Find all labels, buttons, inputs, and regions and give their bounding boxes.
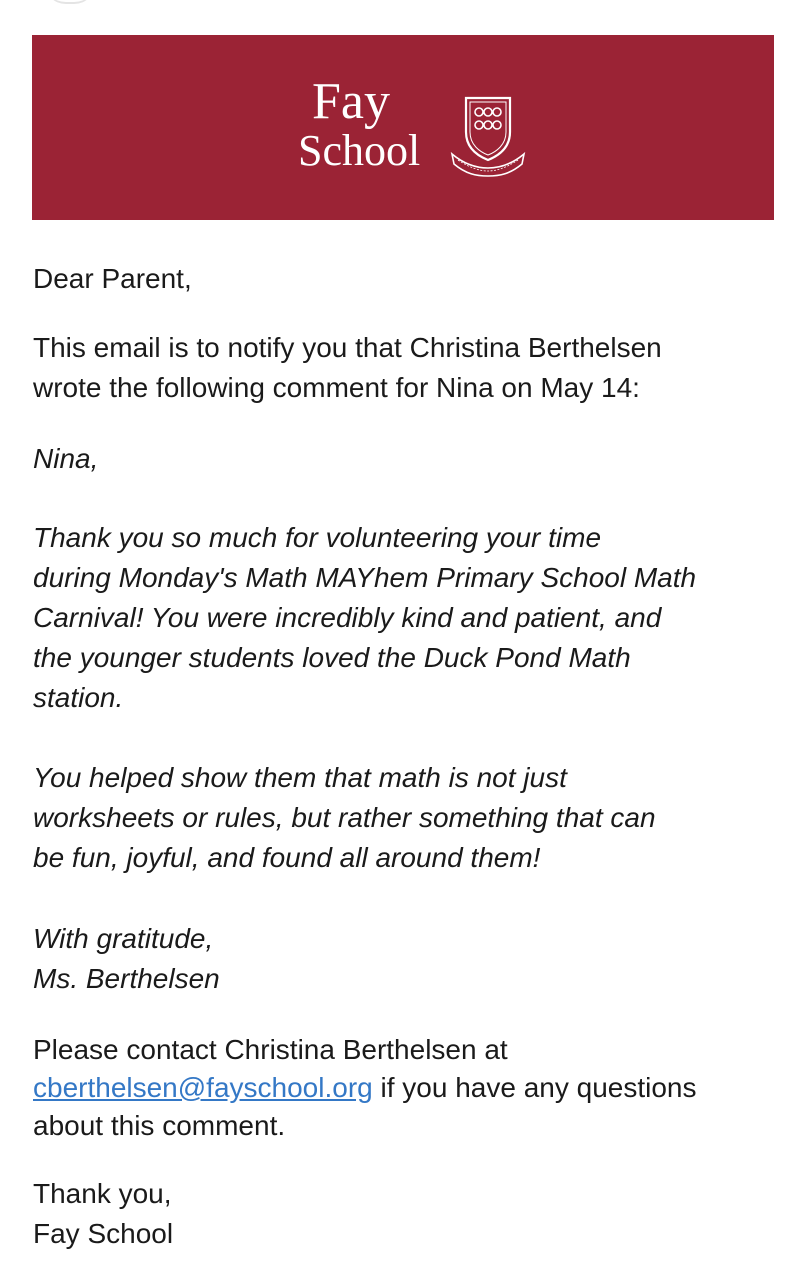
scroll-edge-decoration xyxy=(44,0,96,4)
comment-signoff: With gratitude, Ms. Berthelsen xyxy=(33,923,220,994)
closing: Thank you, Fay School xyxy=(33,1178,174,1249)
greeting: Dear Parent, xyxy=(33,263,192,294)
logo-word-school: School xyxy=(298,126,421,175)
contact-suffix: if you have any questions xyxy=(372,1072,697,1103)
comment-paragraph-1: Thank you so much for volunteering your time during Monday's Math MAYhem Primary School Math Carnival! You were incredibly kind and patient, and the younger students loved the Duck Pond Math station. xyxy=(33,522,697,713)
fay-school-logo xyxy=(298,73,528,184)
logo-word-fay: Fay xyxy=(312,73,390,130)
contact-line-3: about this comment. xyxy=(33,1110,286,1141)
comment-paragraph-2: You helped show them that math is not just worksheets or rules, but rather something that can be fun, joyful, and found all around them! xyxy=(33,762,656,873)
school-crest-icon xyxy=(450,94,526,178)
intro-paragraph: This email is to notify you that Christina Berthelsen wrote the following comment for Nina on May 14: xyxy=(33,332,662,403)
contact-email-link[interactable]: cberthelsen@fayschool.org xyxy=(33,1072,373,1103)
contact-line-1: Please contact Christina Berthelsen at xyxy=(33,1034,508,1065)
comment-salutation: Nina, xyxy=(33,443,99,474)
contact-line-2 xyxy=(33,1068,696,1108)
